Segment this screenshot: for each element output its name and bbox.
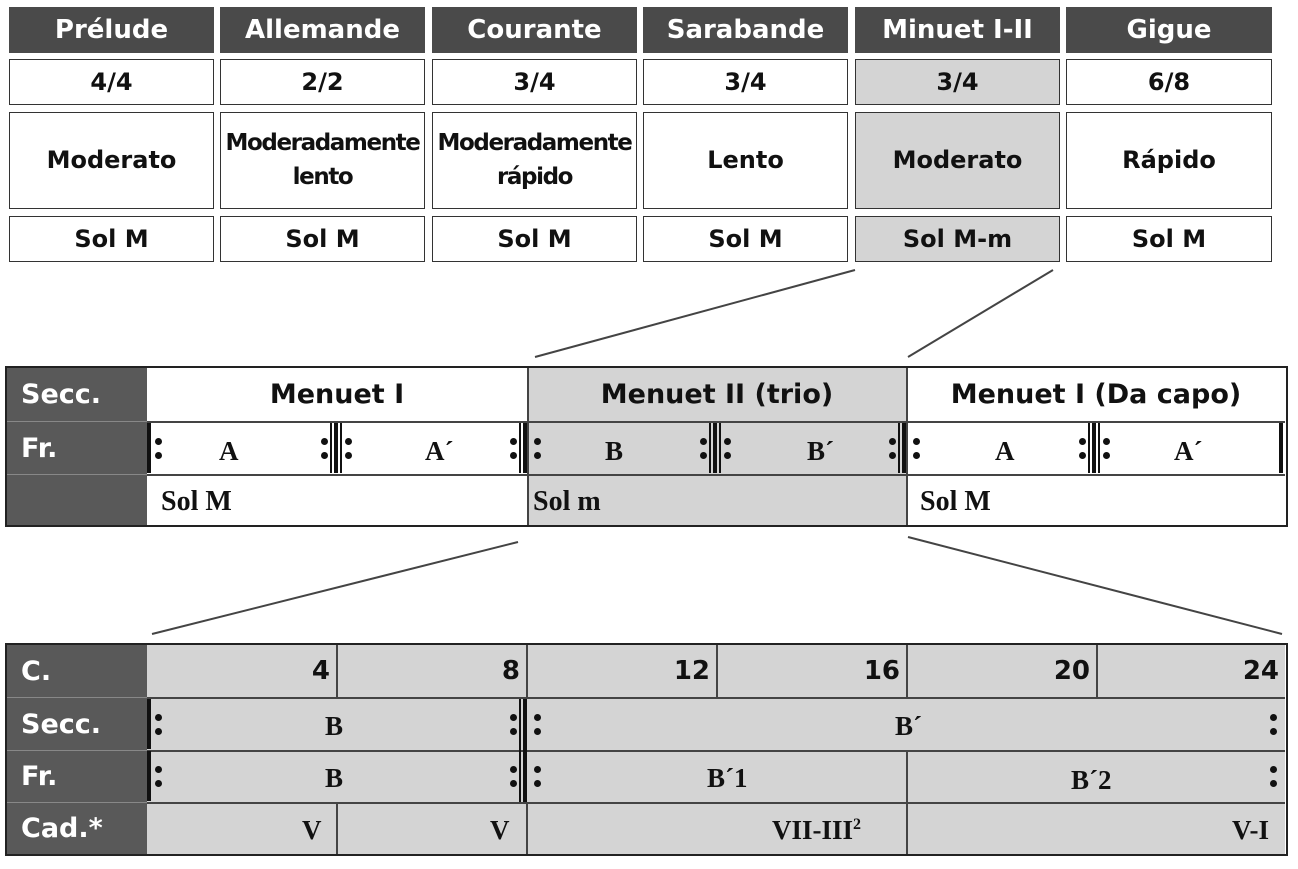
row-label-secc: Secc. xyxy=(7,697,147,750)
meter-cell: 4/4 xyxy=(9,59,214,105)
section-title: Menuet II (trio) xyxy=(600,379,834,410)
cadence-label: V xyxy=(302,815,322,845)
meter-cell: 2/2 xyxy=(220,59,425,105)
phrase-label: B xyxy=(605,436,624,466)
section-title: Menuet I (Da capo) xyxy=(950,379,1242,410)
movement-header: Minuet I-II xyxy=(855,7,1060,53)
tempo-line: Moderadamente xyxy=(225,130,420,157)
key-cell: Sol M xyxy=(432,216,637,262)
movement-header: Courante xyxy=(432,7,637,53)
tempo-cell: Moderato xyxy=(9,112,214,209)
section-label: B xyxy=(325,711,344,741)
row-label-fr: Fr. xyxy=(7,750,147,802)
phrase-label: B´1 xyxy=(707,763,748,793)
key-cell: Sol M xyxy=(1066,216,1272,262)
key-cell: Sol M xyxy=(643,216,848,262)
cadence-label xyxy=(772,815,861,846)
minuet-table xyxy=(5,366,1288,527)
phrase-label: B xyxy=(325,763,344,793)
cadence-superscript: 2 xyxy=(853,816,862,833)
tempo-line: rápido xyxy=(496,163,573,190)
phrase-label: A´ xyxy=(1174,436,1203,466)
cadence-text: VII-III xyxy=(772,815,854,845)
bar-number: 20 xyxy=(1053,656,1090,686)
meter-cell: 3/4 xyxy=(855,59,1060,105)
row-label-c: C. xyxy=(7,645,147,697)
movement-header: Allemande xyxy=(220,7,425,53)
cadence-label: V-I xyxy=(1232,815,1269,845)
bar-number: 4 xyxy=(311,656,330,686)
key-label: Sol M xyxy=(161,486,232,517)
tempo-cell: Lento xyxy=(643,112,848,209)
row-label-fr: Fr. xyxy=(7,421,147,474)
bar-number: 12 xyxy=(673,656,710,686)
phrase-label: A´ xyxy=(425,436,454,466)
tempo-cell: Moderato xyxy=(855,112,1060,209)
tempo-line: lento xyxy=(292,163,353,190)
meter-cell: 3/4 xyxy=(432,59,637,105)
row-label-empty xyxy=(7,474,147,525)
phrase-label: B´2 xyxy=(1071,765,1112,795)
cadence-label: V xyxy=(490,815,510,845)
key-cell: Sol M xyxy=(220,216,425,262)
movement-header: Gigue xyxy=(1066,7,1272,53)
movement-header: Sarabande xyxy=(643,7,848,53)
key-label: Sol M xyxy=(920,486,991,517)
tempo-cell xyxy=(220,112,425,209)
meter-cell: 6/8 xyxy=(1066,59,1272,105)
key-cell: Sol M-m xyxy=(855,216,1060,262)
movement-header: Prélude xyxy=(9,7,214,53)
section-label: B´ xyxy=(895,711,922,741)
bar-number: 8 xyxy=(501,656,520,686)
phrase-label: A xyxy=(219,436,239,466)
bar-number: 16 xyxy=(863,656,900,686)
trio-table xyxy=(5,643,1288,856)
phrase-label: A xyxy=(995,436,1015,466)
key-cell: Sol M xyxy=(9,216,214,262)
tempo-line: Moderadamente xyxy=(437,130,632,157)
bar-number: 24 xyxy=(1242,656,1279,686)
row-label-cad: Cad.* xyxy=(7,802,147,854)
phrase-label: B´ xyxy=(807,436,834,466)
tempo-cell: Rápido xyxy=(1066,112,1272,209)
row-label-secc: Secc. xyxy=(7,368,147,421)
key-label: Sol m xyxy=(533,486,601,517)
section-title: Menuet I xyxy=(269,379,405,410)
meter-cell: 3/4 xyxy=(643,59,848,105)
tempo-cell xyxy=(432,112,637,209)
